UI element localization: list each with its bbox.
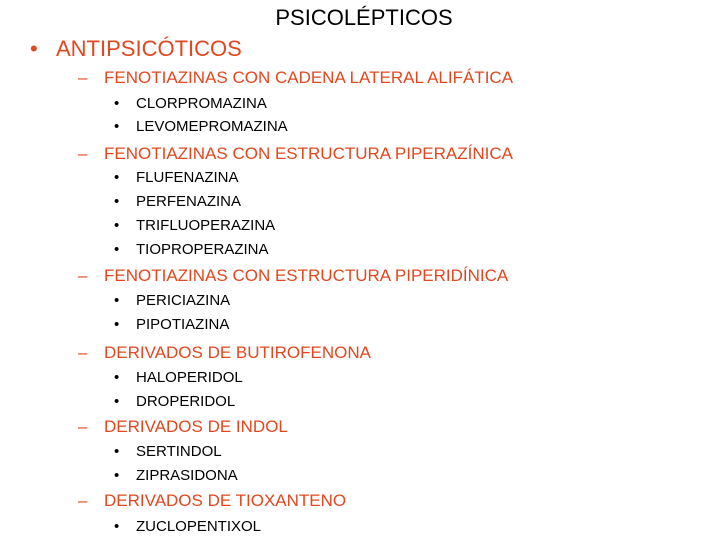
- bullet-icon: •: [114, 217, 120, 234]
- subheading-butirofenona: [78, 342, 371, 364]
- list-item-label: LEVOMEPROMAZINA: [136, 118, 288, 135]
- list-item: [114, 466, 238, 486]
- bullet-icon: •: [114, 241, 120, 258]
- bullet-icon: •: [114, 316, 120, 333]
- list-item: [114, 392, 235, 412]
- list-item-label: PERICIAZINA: [136, 292, 231, 309]
- subheading-tioxanteno: [78, 490, 346, 512]
- dash-icon: –: [78, 417, 88, 436]
- list-item: [114, 94, 267, 114]
- dash-icon: –: [78, 266, 88, 285]
- subheading-label: FENOTIAZINAS CON ESTRUCTURA PIPERIDÍNICA: [104, 266, 509, 285]
- list-item-label: ZIPRASIDONA: [136, 467, 238, 484]
- list-item-label: DROPERIDOL: [136, 393, 236, 410]
- list-item-label: TRIFLUOPERAZINA: [136, 217, 276, 234]
- list-item: [114, 240, 269, 260]
- subheading-label: DERIVADOS DE INDOL: [104, 417, 288, 436]
- bullet-icon: •: [114, 95, 120, 112]
- list-item: [114, 117, 288, 137]
- list-item: [114, 442, 222, 462]
- subheading-label: FENOTIAZINAS CON ESTRUCTURA PIPERAZÍNICA: [104, 144, 513, 163]
- subheading-fenotiazinas-alifatica: [78, 67, 513, 89]
- list-item-label: PERFENAZINA: [136, 193, 242, 210]
- page-title: PSICOLÉPTICOS: [275, 5, 453, 30]
- list-item: [114, 517, 261, 537]
- bullet-icon: •: [114, 518, 120, 535]
- list-item: [114, 291, 230, 311]
- list-item: [114, 168, 239, 188]
- list-item: [114, 216, 275, 236]
- bullet-icon: •: [114, 193, 120, 210]
- bullet-icon: •: [30, 36, 38, 61]
- list-item-label: CLORPROMAZINA: [136, 95, 267, 112]
- level1-item: [30, 35, 242, 63]
- bullet-icon: •: [114, 393, 120, 410]
- bullet-icon: •: [114, 169, 120, 186]
- subheading-indol: [78, 416, 288, 438]
- bullet-icon: •: [114, 467, 120, 484]
- level1-label: ANTIPSICÓTICOS: [56, 36, 242, 61]
- bullet-icon: •: [114, 443, 120, 460]
- list-item: [114, 192, 241, 212]
- list-item-label: FLUFENAZINA: [136, 169, 239, 186]
- subheading-label: FENOTIAZINAS CON CADENA LATERAL ALIFÁTICA: [104, 68, 514, 87]
- bullet-icon: •: [114, 292, 120, 309]
- subheading-fenotiazinas-piperazinica: [78, 143, 513, 165]
- dash-icon: –: [78, 68, 88, 87]
- dash-icon: –: [78, 144, 88, 163]
- list-item-label: HALOPERIDOL: [136, 369, 243, 386]
- subheading-label: DERIVADOS DE TIOXANTENO: [104, 491, 347, 510]
- subheading-label: DERIVADOS DE BUTIROFENONA: [104, 343, 371, 362]
- dash-icon: –: [78, 343, 88, 362]
- bullet-icon: •: [114, 369, 120, 386]
- subheading-fenotiazinas-piperidinica: [78, 265, 508, 287]
- dash-icon: –: [78, 491, 88, 510]
- bullet-icon: •: [114, 118, 120, 135]
- list-item-label: TIOPROPERAZINA: [136, 241, 269, 258]
- list-item-label: SERTINDOL: [136, 443, 222, 460]
- list-item: [114, 315, 229, 335]
- list-item-label: ZUCLOPENTIXOL: [136, 518, 262, 535]
- list-item-label: PIPOTIAZINA: [136, 316, 230, 333]
- list-item: [114, 368, 243, 388]
